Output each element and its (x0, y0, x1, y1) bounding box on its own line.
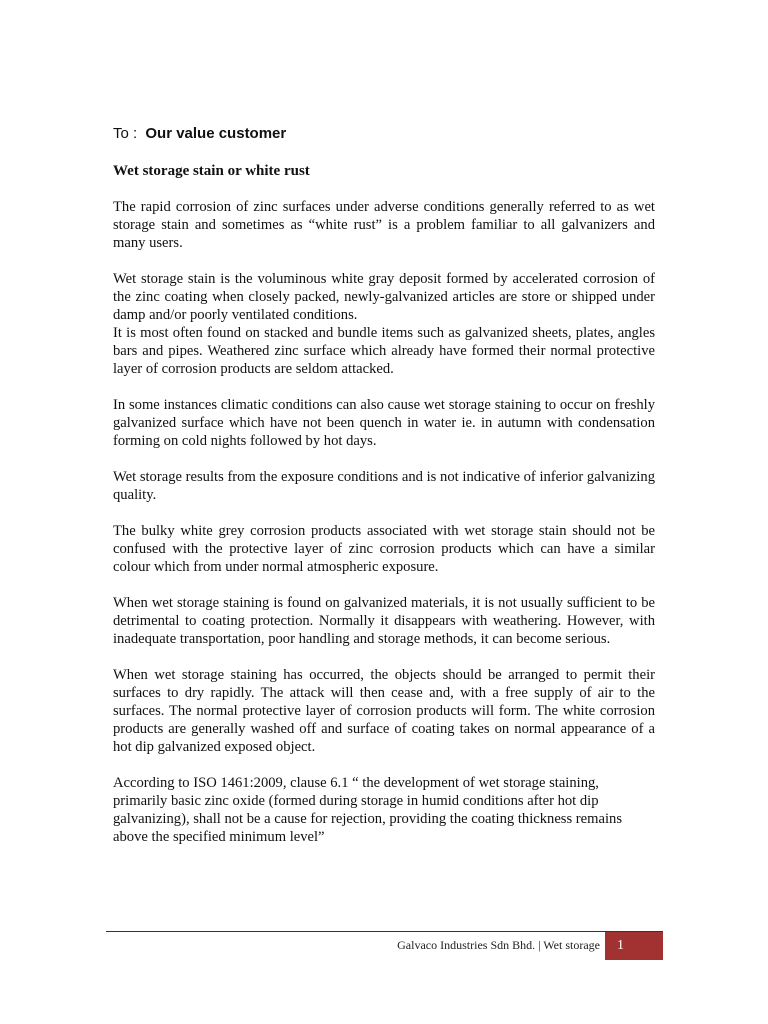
footer-divider (106, 931, 663, 932)
recipient-value: Our value customer (145, 125, 287, 142)
footer-text: Galvaco Industries Sdn Bhd. | Wet storage (397, 938, 600, 952)
paragraph-climatic: In some instances climatic conditions can also cause wet storage staining to occur on freshly galvanized surface which have not been quench in water ie. in autumn with condensation forming on cold nights followed by hot days. (113, 397, 655, 449)
paragraph-occurrence: It is most often found on stacked and bundle items such as galvanized sheets, plates, angles bars and pipes. Weathered zinc surface which already have formed their normal protective layer of corrosion products are seldom attacked. (113, 325, 655, 377)
recipient-label: To : (113, 125, 138, 142)
page-number: 1 (617, 938, 624, 953)
paragraph-intro: The rapid corrosion of zinc surfaces under adverse conditions generally referred to as wet storage stain and sometimes as “white rust” is a problem familiar to all galvanizers and many users. (113, 199, 655, 251)
page-number-badge (605, 932, 663, 960)
paragraph-confusion: The bulky white grey corrosion products associated with wet storage stain should not be confused with the protective layer of zinc corrosion products which can have a similar colour which from under normal atmospheric exposure. (113, 523, 655, 575)
paragraph-severity: When wet storage staining is found on galvanized materials, it is not usually sufficient to be detrimental to coating protection. Normally it disappears with weathering. However, with inadequate transportation, poor handling and storage methods, it can become serious. (113, 595, 655, 647)
paragraph-definition: Wet storage stain is the voluminous white gray deposit formed by accelerated corrosion of the zinc coating when closely packed, newly-galvanized articles are store or shipped under damp and/or poorly ventilated conditions. (113, 271, 655, 323)
paragraph-exposure: Wet storage results from the exposure conditions and is not indicative of inferior galvanizing quality. (113, 469, 655, 503)
recipient-line (113, 125, 286, 143)
document-body (113, 198, 655, 846)
document-heading: Wet storage stain or white rust (113, 163, 310, 179)
paragraph-remedy: When wet storage staining has occurred, the objects should be arranged to permit their surfaces to dry rapidly. The attack will then cease and, with a free supply of air to the surfaces. The normal protective layer of corrosion products will form. The white corrosion products are generally washed off and surface of coating takes on normal appearance of a hot dip galvanized exposed object. (113, 667, 655, 755)
paragraph-iso-standard: According to ISO 1461:2009, clause 6.1 “ the development of wet storage staining, primarily basic zinc oxide (formed during storage in humid conditions after hot dip galvanizing), shall not be a cause for rejection, providing the coating thickness remains above the specified minimum level” (113, 775, 622, 845)
